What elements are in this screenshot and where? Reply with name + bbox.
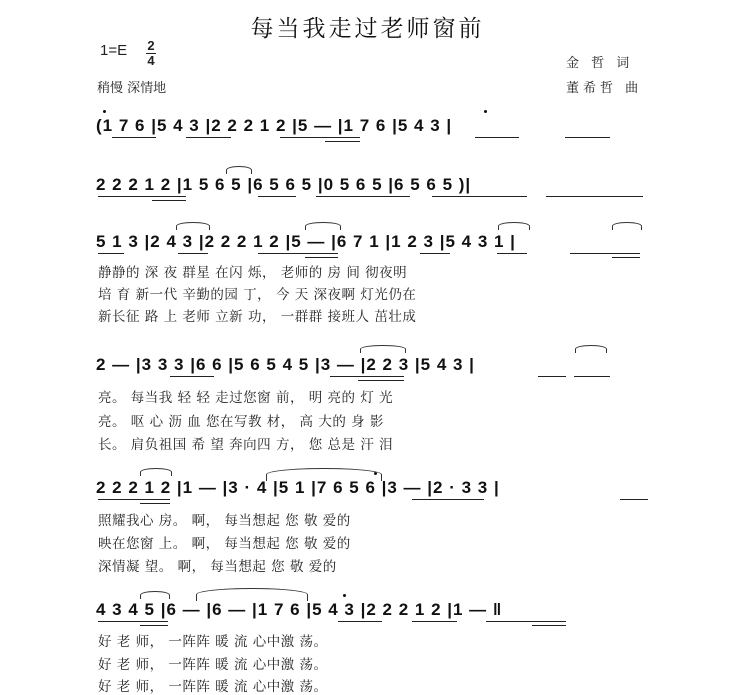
- lyric-verse-2: 好 老 师， 一阵阵 暖 流 心中激 荡。: [98, 657, 328, 673]
- slur: [612, 222, 642, 230]
- slur: [575, 345, 607, 353]
- slur: [140, 468, 172, 476]
- time-signature: [146, 40, 156, 67]
- notation-line-6: 4 3 4 5 |6 — |6 — |1 7 6 |5 4 3 |2 2 2 1 2 |1 — ‖: [96, 600, 503, 619]
- time-signature-bottom: 4: [147, 53, 155, 68]
- beam: [338, 621, 382, 622]
- beam: [612, 257, 640, 258]
- octave-dot: [103, 110, 106, 113]
- notation-line-4: 2 — |3 3 3 |6 6 |5 6 5 4 5 |3 — |2 2 3 |5 4 3 |: [96, 355, 475, 374]
- beam: [178, 253, 208, 254]
- beam: [98, 621, 168, 622]
- beam: [258, 196, 296, 197]
- lyricist-credit: 金 哲 词: [566, 56, 634, 71]
- beam: [475, 137, 519, 138]
- beam: [546, 196, 643, 197]
- octave-dot: [484, 110, 487, 113]
- beam: [258, 253, 338, 254]
- beam: [112, 137, 156, 138]
- lyric-verse-2: 培 育 新一代 辛勤的园 丁， 今 天 深夜啊 灯光仍在: [98, 287, 417, 303]
- slur: [305, 222, 341, 230]
- beam: [412, 499, 484, 500]
- beam: [170, 376, 214, 377]
- slur: [176, 222, 210, 230]
- composer-credit: 董希哲 曲: [566, 81, 643, 96]
- beam: [574, 376, 610, 377]
- lyric-verse-1: 静静的 深 夜 群星 在闪 烁， 老师的 房 间 彻夜明: [98, 265, 408, 281]
- song-title: 每当我走过老师窗前: [250, 16, 485, 42]
- beam: [497, 253, 527, 254]
- lyric-verse-1: 亮。 每当我 轻 轻 走过您窗 前， 明 亮的 灯 光: [98, 390, 394, 406]
- beam: [432, 196, 527, 197]
- beam: [305, 257, 338, 258]
- beam: [330, 376, 404, 377]
- beam: [620, 499, 648, 500]
- lyric-verse-2: 映在您窗 上。 啊， 每当想起 您 敬 爱的: [98, 536, 351, 552]
- lyric-verse-3: 好 老 师， 一阵阵 暖 流 心中激 荡。: [98, 679, 328, 695]
- beam: [152, 200, 186, 201]
- lyric-verse-3: 深情凝 望。 啊， 每当想起 您 敬 爱的: [98, 559, 337, 575]
- notation-line-1: (1 7 6 |5 4 3 |2 2 2 1 2 |5 — |1 7 6 |5 4 3 |: [96, 116, 453, 135]
- beam: [412, 621, 457, 622]
- beam: [532, 625, 566, 626]
- tempo-marking: 稍慢 深情地: [97, 81, 167, 96]
- beam: [486, 621, 566, 622]
- beam: [98, 196, 186, 197]
- lyric-verse-2: 亮。 呕 心 沥 血 您在写教 材， 高 大的 身 影: [98, 414, 384, 430]
- phrase-tie: [266, 468, 382, 481]
- phrase-tie: [196, 588, 308, 601]
- octave-dot: [374, 472, 377, 475]
- lyric-verse-1: 照耀我心 房。 啊， 每当想起 您 敬 爱的: [98, 513, 351, 529]
- beam: [280, 137, 360, 138]
- beam: [570, 253, 640, 254]
- beam: [140, 503, 170, 504]
- beam: [140, 625, 168, 626]
- octave-dot: [343, 594, 346, 597]
- beam: [358, 380, 404, 381]
- accent-mark: [226, 166, 252, 174]
- notation-line-3: 5 1 3 |2 4 3 |2 2 2 1 2 |5 — |6 7 1 |1 2 3 |5 4 3 1 |: [96, 232, 516, 251]
- beam: [420, 253, 450, 254]
- lyric-verse-3: 新长征 路 上 老师 立新 功， 一群群 接班人 茁壮成: [98, 309, 417, 325]
- slur: [360, 345, 406, 353]
- notation-line-2: 2 2 2 1 2 |1 5 6 5 |6 5 6 5 |0 5 6 5 |6 5 6 5 )|: [96, 175, 472, 194]
- slur: [498, 222, 530, 230]
- beam: [98, 499, 170, 500]
- notation-line-5: 2 2 2 1 2 |1 — |3 · 4 |5 1 |7 6 5 6 |3 — |2 · 3 3 |: [96, 478, 500, 497]
- beam: [186, 137, 231, 138]
- time-signature-top: 2: [147, 38, 155, 53]
- beam: [98, 253, 124, 254]
- beam: [538, 376, 566, 377]
- slur: [140, 591, 170, 599]
- beam: [325, 141, 360, 142]
- key-signature: 1=E: [100, 42, 128, 59]
- lyric-verse-1: 好 老 师， 一阵阵 暖 流 心中激 荡。: [98, 634, 328, 650]
- beam: [565, 137, 610, 138]
- beam: [316, 196, 410, 197]
- lyric-verse-3: 长。 肩负祖国 希 望 奔向四 方， 您 总是 汗 泪: [98, 437, 394, 453]
